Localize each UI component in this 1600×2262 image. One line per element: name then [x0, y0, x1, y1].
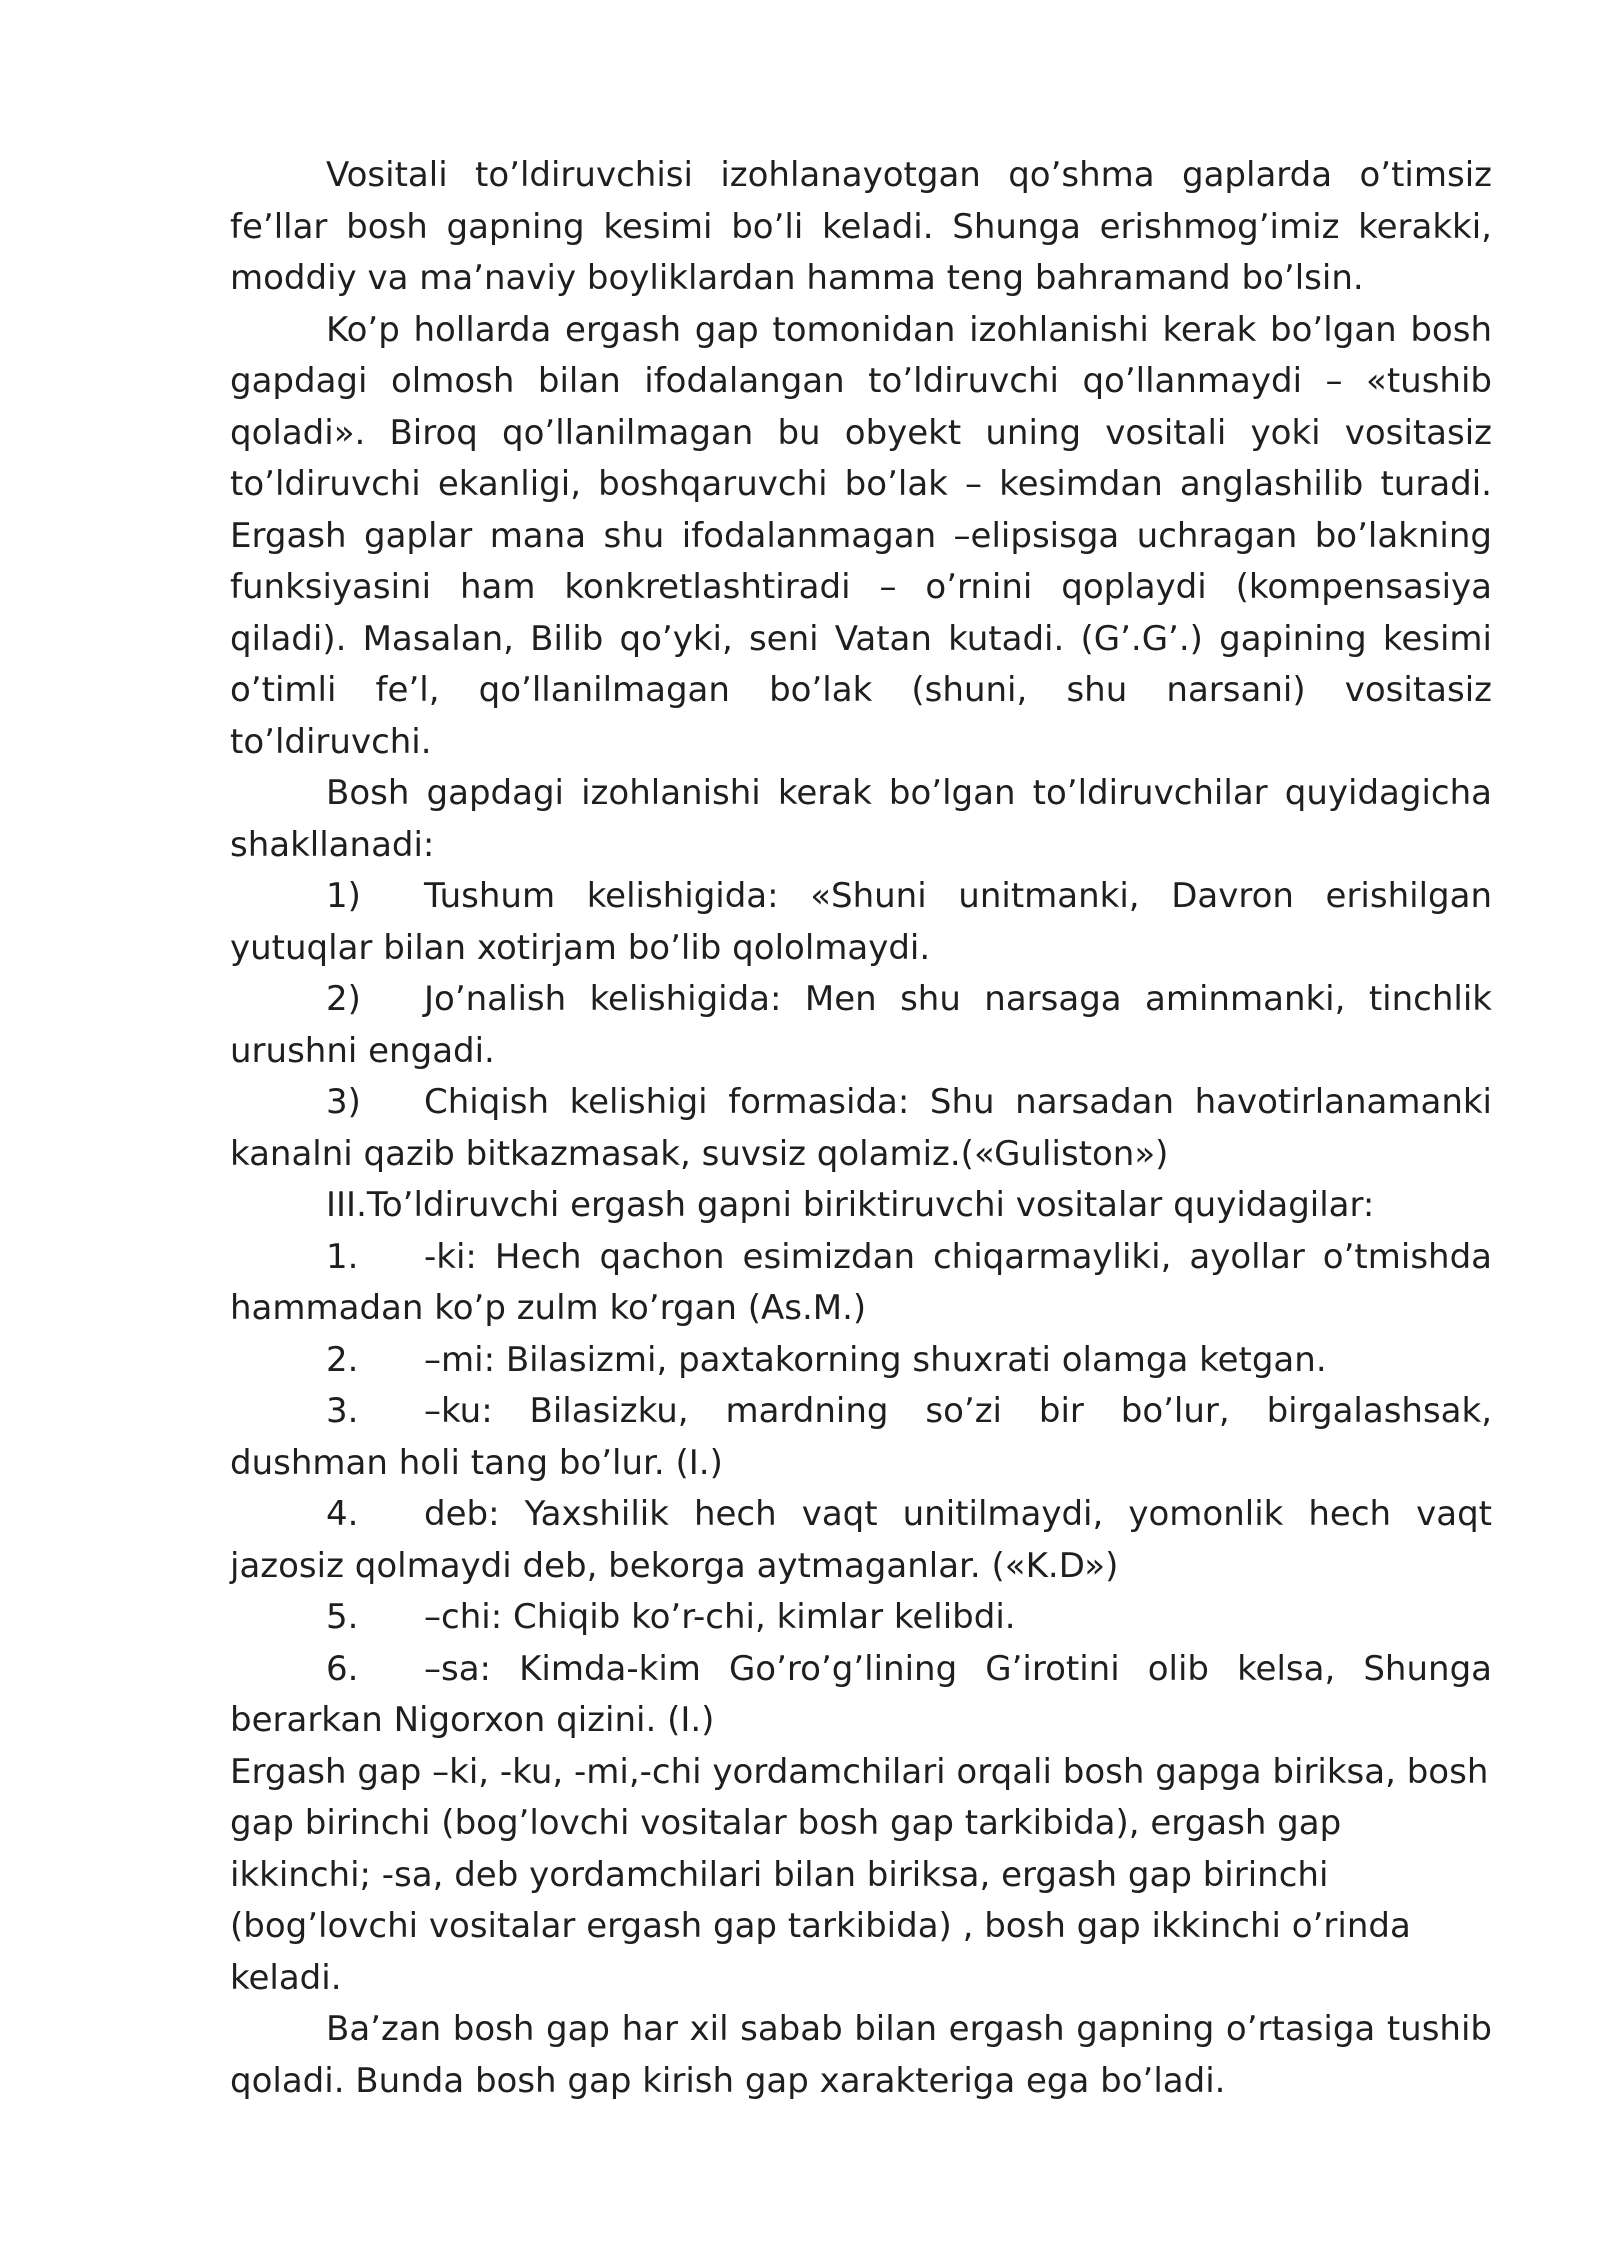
- case-item: [230, 1077, 1492, 1180]
- means-item: [230, 1644, 1492, 1747]
- case-item: [230, 974, 1492, 1077]
- paragraph-intro: Vositali to’ldiruvchisi izohlanayotgan qo’shma gaplarda o’timsiz feʼllar bosh gapning kesimi bo’li keladi. Shunga erishmog’imiz kerakki, moddiy va maʼnaviy boyliklardan hamma teng bahramand bo’lsin.: [230, 155, 1492, 298]
- list-text: Chiqish kelishigi formasida: Shu narsadan havotirlanamanki kanalni qazib bitkazmasak, suvsiz qolamiz.(«Guliston»): [230, 1082, 1492, 1174]
- means-item: [230, 1232, 1492, 1335]
- section-heading: III.To’ldiruvchi ergash gapni biriktiruvchi vositalar quyidagilar:: [326, 1185, 1375, 1225]
- list-number: 1.: [326, 1236, 359, 1277]
- list-number: 6.: [326, 1648, 359, 1689]
- list-number: 2.: [326, 1339, 359, 1380]
- list-text: Tushum kelishigida: «Shuni unitmanki, Davron erishilgan yutuqlar bilan xotirjam bo’lib qololmaydi.: [230, 876, 1492, 968]
- list-number: 2): [326, 979, 361, 1019]
- list-text: -ki: Hech qachon esimizdan chiqarmayliki, ayollar o’tmishda hammadan ko’p zulm ko’rgan (As.M.): [230, 1236, 1492, 1328]
- paragraph-closing: Baʼzan bosh gap har xil sabab bilan ergash gapning o’rtasiga tushib qoladi. Bunda bosh gap kirish gap xarakteriga ega bo’ladi.: [230, 2009, 1492, 2101]
- list-number: 5.: [326, 1597, 359, 1637]
- list-text: Jo’nalish kelishigida: Men shu narsaga aminmanki, tinchlik urushni engadi.: [230, 979, 1492, 1071]
- list-text: deb: Yaxshilik hech vaqt unitilmaydi, yomonlik hech vaqt jazosiz qolmaydi deb, bekorga aytmaganlar. («K.D»): [230, 1494, 1492, 1586]
- list-number: 3.: [326, 1391, 359, 1431]
- list-text: –mi: Bilasizmi, paxtakorning shuxrati olamga ketgan.: [424, 1339, 1327, 1380]
- paragraph-ellipsis: Ko’p hollarda ergash gap tomonidan izohlanishi kerak bo’lgan bosh gapdagi olmosh bilan ifodalangan to’ldiruvchi qo’llanmaydi – «tushib qoladi». Biroq qo’llanilmagan bu obyekt uning vositali yoki vositasiz to’ldiruvchi ekanligi, boshqaruvchi bo’lak – kesimdan anglashilib turadi. Ergash gaplar mana shu ifodalanmagan –elipsisga uchragan bo’lakning funksiyasini ham konkretlashtiradi – o’rnini qoplaydi (kompensasiya qiladi). Masalan, Bilib qo’yki, seni Vatan kutadi. (G’.G’.) gapining kesimi o’timli feʼl, qo’llanilmagan bo’lak (shuni, shu narsani) vositasiz to’ldiruvchi.: [230, 309, 1492, 762]
- list-text: –ku: Bilasizku, mardning so’zi bir bo’lur, birgalashsak, dushman holi tang bo’lur. (I.): [230, 1391, 1492, 1483]
- means-item: [230, 1335, 1492, 1387]
- means-item: [230, 1386, 1492, 1489]
- list-text: –chi: Chiqib ko’r-chi, kimlar kelibdi.: [424, 1597, 1016, 1637]
- paragraph-forms-intro: Bosh gapdagi izohlanishi kerak bo’lgan to’ldiruvchilar quyidagicha shakllanadi:: [230, 773, 1492, 865]
- paragraph-summary: Ergash gap –ki, -ku, -mi,-chi yordamchilari orqali bosh gapga biriksa, bosh gap birinchi (bog’lovchi vositalar bosh gap tarkibida), ergash gap ikkinchi; -sa, deb yordamchilari bilan biriksa, ergash gap birinchi (bog’lovchi vositalar ergash gap tarkibida) , bosh gap ikkinchi o’rinda keladi.: [230, 1751, 1489, 1998]
- list-text: –sa: Kimda-kim Go’ro’g’lining G’irotini olib kelsa, Shunga berarkan Nigorxon qizini. (I.): [230, 1648, 1492, 1740]
- document-page: [230, 150, 1492, 2107]
- case-item: [230, 871, 1492, 974]
- list-number: 3): [326, 1082, 361, 1122]
- means-item: [230, 1592, 1492, 1644]
- means-item: [230, 1489, 1492, 1592]
- list-number: 1): [326, 876, 361, 916]
- list-number: 4.: [326, 1494, 359, 1534]
